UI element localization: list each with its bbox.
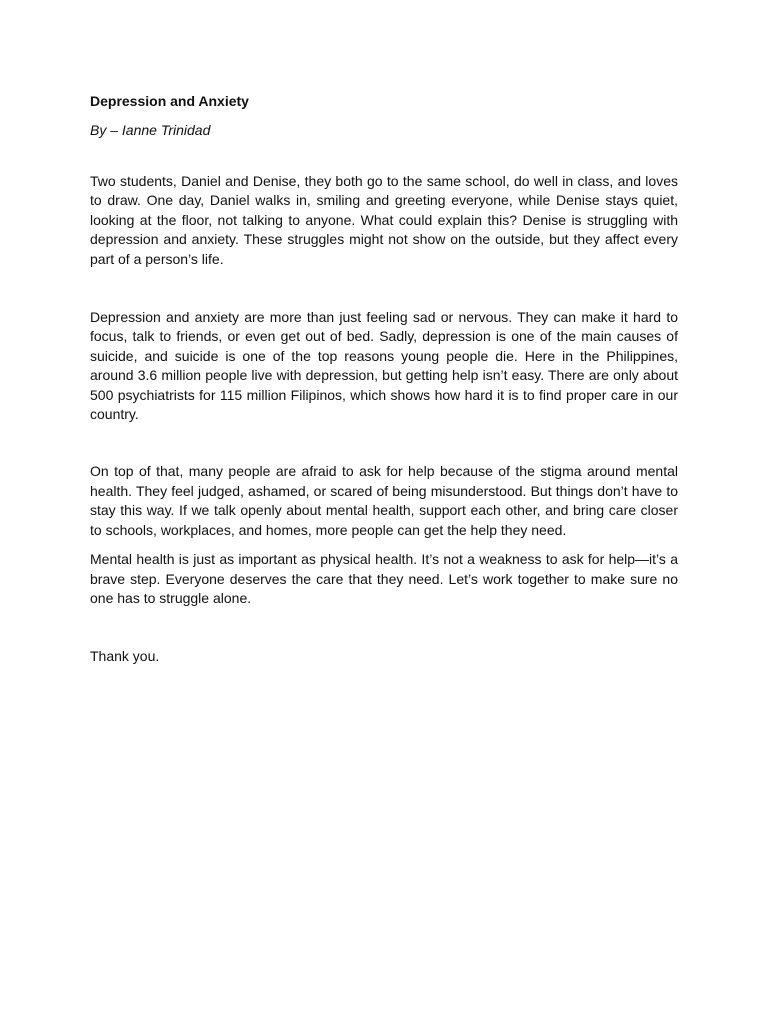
paragraph-conclusion: Mental health is just as important as physical health. It’s not a weakness to ask for help—it’s a brave step. Everyone deserves the care that they need. Let’s work together to make sure no one has to struggle alone. [90,551,678,606]
document-page [90,92,678,666]
document-byline: By – Ianne Trinidad [90,122,211,138]
paragraph-stigma: On top of that, many people are afraid to ask for help because of the stigma around mental health. They feel judged, ashamed, or scared of being misunderstood. But things don’t have to stay this way. If we talk openly about mental health, support each other, and bring care closer to schools, workplaces, and homes, more people can get the help they need. [90,463,678,538]
paragraph-facts: Depression and anxiety are more than just feeling sad or nervous. They can make it hard to focus, talk to friends, or even get out of bed. Sadly, depression is one of the main causes of suicide, and suicide is one of the top reasons young people die. Here in the Philippines, around 3.6 million people live with depression, but getting help isn’t easy. There are only about 500 psychiatrists for 115 million Filipinos, which shows how hard it is to find proper care in our country. [90,309,678,423]
paragraph-intro: Two students, Daniel and Denise, they both go to the same school, do well in class, and loves to draw. One day, Daniel walks in, smiling and greeting everyone, while Denise stays quiet, looking at the floor, not talking to anyone. What could explain this? Denise is struggling with depression and anxiety. These struggles might not show on the outside, but they affect every part of a person’s life. [90,173,678,267]
closing-line: Thank you. [90,648,160,665]
document-title: Depression and Anxiety [90,93,249,109]
